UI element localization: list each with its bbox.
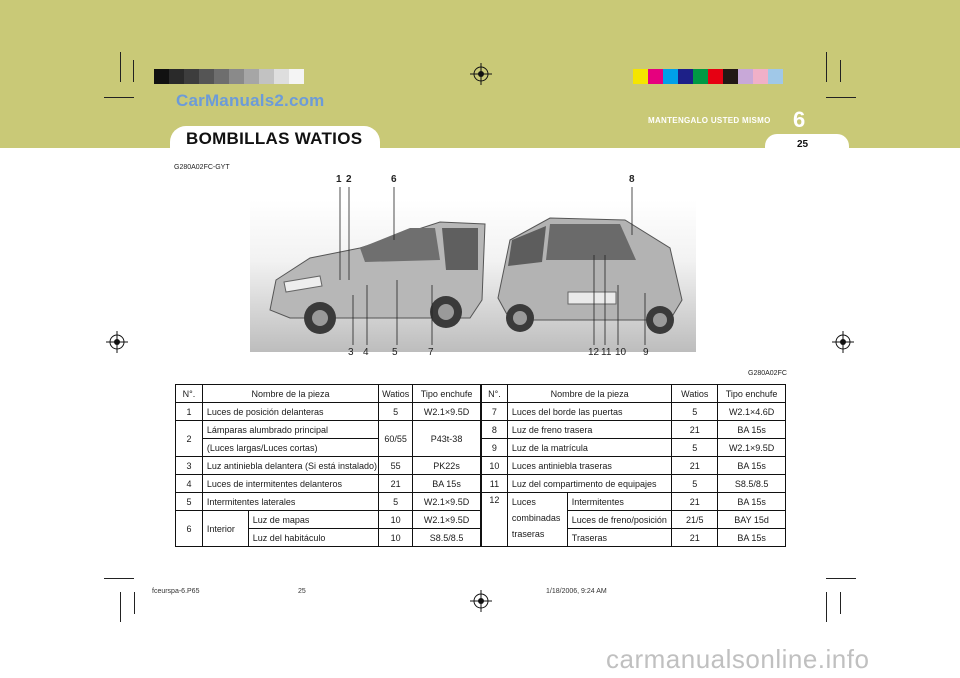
registration-target-icon <box>470 63 492 85</box>
row-watts: 5 <box>672 475 718 493</box>
calibration-swatch <box>648 69 663 84</box>
row-socket: W2.1×4.6D <box>718 403 786 421</box>
crop-mark <box>840 60 841 82</box>
table-row <box>176 457 481 475</box>
gray-calibration-bar <box>154 69 304 84</box>
crop-mark <box>133 60 134 82</box>
callout-10: 10 <box>615 347 627 358</box>
chapter-label: MANTENGALO USTED MISMO <box>648 116 771 125</box>
callout-lines <box>300 185 650 350</box>
watermark: CarManuals2.com <box>176 91 325 110</box>
header-socket: Tipo enchufe <box>413 385 481 403</box>
crop-mark <box>840 592 841 614</box>
crop-mark <box>826 578 856 579</box>
figure-code: G280A02FC <box>748 370 787 377</box>
registration-target-icon <box>832 331 854 353</box>
row-name: Luz del compartimento de equipajes <box>507 475 671 493</box>
table-row <box>482 421 786 439</box>
header-name: Nombre de la pieza <box>507 385 671 403</box>
footer-site[interactable]: carmanualsonline.info <box>606 644 870 674</box>
calibration-swatch <box>678 69 693 84</box>
calibration-swatch <box>169 69 184 84</box>
calibration-swatch <box>708 69 723 84</box>
row-watts: 5 <box>672 439 718 457</box>
table-row <box>176 511 481 529</box>
row-num: 10 <box>482 457 508 475</box>
calibration-swatch <box>768 69 783 84</box>
table-row <box>482 403 786 421</box>
row-subname: Luz de mapas <box>248 511 378 529</box>
row-socket: BA 15s <box>413 475 481 493</box>
color-calibration-bar <box>633 69 783 84</box>
row-name <box>507 493 567 547</box>
row-num: 8 <box>482 421 508 439</box>
footer-page: 25 <box>298 588 306 595</box>
crop-mark <box>134 592 135 614</box>
row-name: Luces antiniebla traseras <box>507 457 671 475</box>
callout-4: 4 <box>363 347 369 358</box>
calibration-swatch <box>229 69 244 84</box>
calibration-swatch <box>663 69 678 84</box>
row-num: 3 <box>176 457 203 475</box>
crop-mark <box>104 578 134 579</box>
row-name: Lámparas alumbrado principal <box>202 421 378 439</box>
header-num: N°. <box>176 385 203 403</box>
callout-5: 5 <box>392 347 398 358</box>
crop-mark <box>104 97 134 98</box>
row-socket: BAY 15d <box>718 511 786 529</box>
calibration-swatch <box>723 69 738 84</box>
crop-mark <box>826 97 856 98</box>
bulb-table-left <box>175 384 481 547</box>
row-socket: BA 15s <box>718 421 786 439</box>
callout-6: 6 <box>391 174 397 185</box>
crop-mark <box>120 52 121 82</box>
chapter-number: 6 <box>793 107 806 132</box>
row-name: Luces del borde las puertas <box>507 403 671 421</box>
table-row <box>176 421 481 439</box>
registration-target-icon <box>470 590 492 612</box>
row-name: Intermitentes laterales <box>202 493 378 511</box>
doc-code: G280A02FC-GYT <box>174 164 230 171</box>
row-watts: 21/5 <box>672 511 718 529</box>
callout-8: 8 <box>629 174 635 185</box>
row-name: Luz antiniebla delantera (Si está instalado) <box>202 457 378 475</box>
row-socket: P43t-38 <box>413 421 481 457</box>
callout-12: 12 <box>588 347 600 358</box>
calibration-swatch <box>738 69 753 84</box>
footer-date: 1/18/2006, 9:24 AM <box>546 588 607 595</box>
calibration-swatch <box>753 69 768 84</box>
row-watts: 55 <box>379 457 413 475</box>
row-watts: 5 <box>379 403 413 421</box>
row-name: (Luces largas/Luces cortas) <box>202 439 378 457</box>
header-num: N°. <box>482 385 508 403</box>
callout-3: 3 <box>348 347 354 358</box>
header-watts: Watios <box>379 385 413 403</box>
row-watts: 10 <box>379 511 413 529</box>
header-socket: Tipo enchufe <box>718 385 786 403</box>
calibration-swatch <box>289 69 304 84</box>
table-header-row <box>176 385 481 403</box>
row-watts: 5 <box>672 403 718 421</box>
row-watts: 21 <box>672 493 718 511</box>
crop-mark <box>120 592 121 622</box>
row-name-line: traseras <box>511 529 545 539</box>
row-subname: Traseras <box>567 529 672 547</box>
table-row <box>176 475 481 493</box>
calibration-swatch <box>184 69 199 84</box>
table-header-row <box>482 385 786 403</box>
row-watts: 60/55 <box>379 421 413 457</box>
callout-9: 9 <box>643 347 649 358</box>
row-num: 7 <box>482 403 508 421</box>
row-name: Interior <box>202 511 248 547</box>
calibration-swatch <box>199 69 214 84</box>
row-num: 9 <box>482 439 508 457</box>
row-subname: Intermitentes <box>567 493 672 511</box>
page-title: BOMBILLAS WATIOS <box>186 129 363 148</box>
callout-2: 2 <box>346 174 352 185</box>
row-subname: Luces de freno/posición <box>567 511 672 529</box>
row-watts: 21 <box>672 421 718 439</box>
row-socket: W2.1×9.5D <box>413 511 481 529</box>
row-watts: 21 <box>672 457 718 475</box>
row-num: 1 <box>176 403 203 421</box>
row-socket: BA 15s <box>718 457 786 475</box>
header-name: Nombre de la pieza <box>202 385 378 403</box>
calibration-swatch <box>274 69 289 84</box>
page-number: 25 <box>797 139 809 150</box>
row-name: Luz de la matrícula <box>507 439 671 457</box>
row-socket: W2.1×9.5D <box>413 493 481 511</box>
row-name-line: combinadas <box>511 513 561 523</box>
row-num: 12 <box>482 493 508 547</box>
row-num: 5 <box>176 493 203 511</box>
row-socket: S8.5/8.5 <box>413 529 481 547</box>
bulb-table-right <box>481 384 786 547</box>
row-socket: W2.1×9.5D <box>718 439 786 457</box>
row-watts: 10 <box>379 529 413 547</box>
row-name: Luz de freno trasera <box>507 421 671 439</box>
row-socket: PK22s <box>413 457 481 475</box>
table-row <box>482 457 786 475</box>
calibration-swatch <box>214 69 229 84</box>
calibration-swatch <box>244 69 259 84</box>
header-watts: Watios <box>672 385 718 403</box>
row-socket: W2.1×9.5D <box>413 403 481 421</box>
calibration-swatch <box>259 69 274 84</box>
row-socket: BA 15s <box>718 493 786 511</box>
calibration-swatch <box>154 69 169 84</box>
callout-7: 7 <box>428 347 434 358</box>
row-num: 2 <box>176 421 203 457</box>
row-name: Luces de posición delanteras <box>202 403 378 421</box>
row-num: 4 <box>176 475 203 493</box>
calibration-swatch <box>693 69 708 84</box>
calibration-swatch <box>633 69 648 84</box>
table-row <box>176 403 481 421</box>
registration-target-icon <box>106 331 128 353</box>
table-row <box>482 475 786 493</box>
crop-mark <box>826 592 827 622</box>
callout-11: 11 <box>601 347 612 358</box>
table-row <box>482 439 786 457</box>
callout-1: 1 <box>336 174 342 185</box>
table-row <box>482 493 786 511</box>
row-watts: 21 <box>379 475 413 493</box>
footer-file: fceurspa-6.P65 <box>152 588 200 595</box>
row-socket: S8.5/8.5 <box>718 475 786 493</box>
crop-mark <box>826 52 827 82</box>
row-num: 6 <box>176 511 203 547</box>
row-name: Luces de intermitentes delanteros <box>202 475 378 493</box>
row-watts: 5 <box>379 493 413 511</box>
row-watts: 21 <box>672 529 718 547</box>
table-row <box>176 493 481 511</box>
row-num: 11 <box>482 475 508 493</box>
row-socket: BA 15s <box>718 529 786 547</box>
row-subname: Luz del habitáculo <box>248 529 378 547</box>
row-name-line: Luces <box>511 497 536 507</box>
